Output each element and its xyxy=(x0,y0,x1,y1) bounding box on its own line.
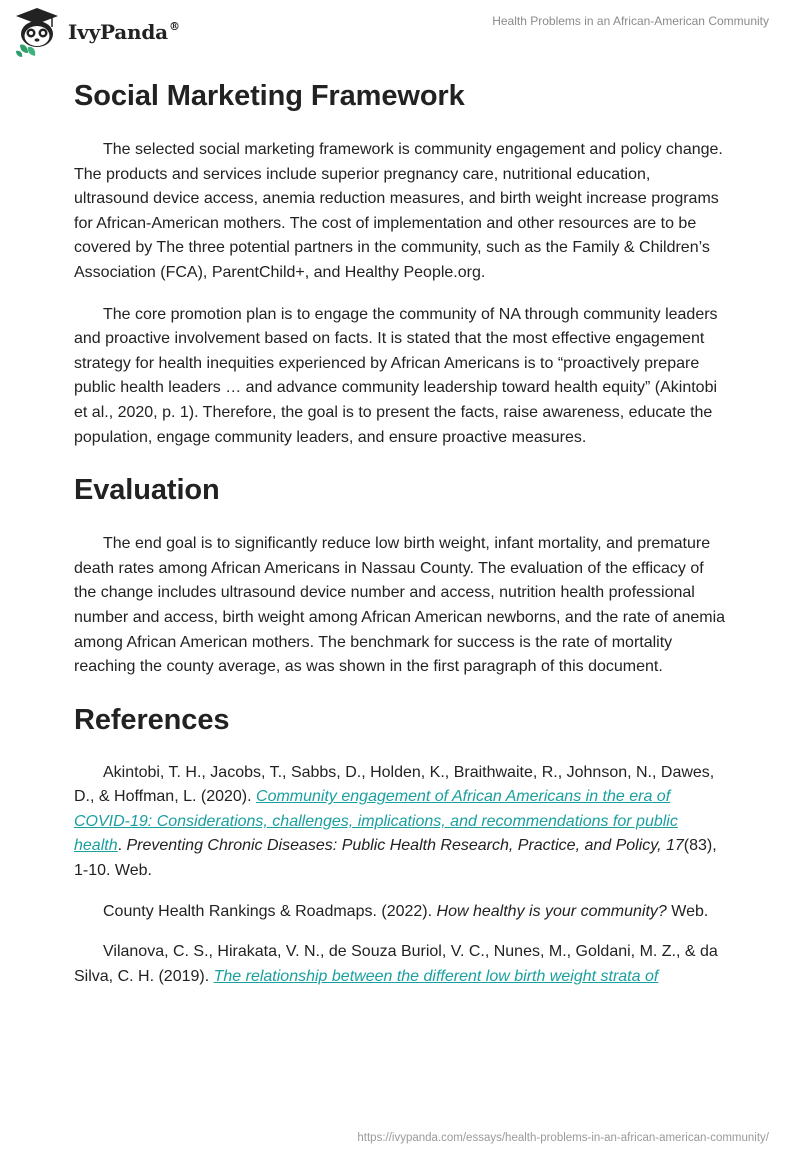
page-header xyxy=(0,0,800,64)
section-framework xyxy=(74,70,726,450)
section-heading: References xyxy=(74,703,230,736)
reference-item: Vilanova, C. S., Hirakata, V. N., de Souza Buriol, V. C., Nunes, M., Goldani, M. Z., & da Silva, C. H. (2019). The relationship between the different low birth weight strata of xyxy=(74,943,718,985)
ivypanda-logo[interactable] xyxy=(12,7,180,57)
paragraph: The core promotion plan is to engage the community of NA through community leaders and proactive involvement based on facts. It is stated that the most effective engagement strategy for health inequities experienced by African Americans is to “proactively prepare public health leaders … and advance community leadership toward health equity” (Akintobi et al., 2020, p. 1). Therefore, the goal is to present the facts, raise awareness, educate the population, engage community leaders, and ensure proactive measures. xyxy=(74,305,718,446)
panda-graduate-icon xyxy=(12,7,62,57)
section-heading: Evaluation xyxy=(74,474,220,507)
section-evaluation xyxy=(74,464,726,680)
reference-item: County Health Rankings & Roadmaps. (2022). How healthy is your community? Web. xyxy=(103,902,709,920)
reference-item: Akintobi, T. H., Jacobs, T., Sabbs, D., Holden, K., Braithwaite, R., Johnson, N., Dawes, D., & Hoffman, L. (2020). Community engagement of African Americans in the era of COVID-19: Considerations, challenges, implications, and recommendations for public health. Preventing Chronic Diseases: Public Health Research, Practice, and Policy, 17(83), 1-10. Web. xyxy=(74,763,717,880)
reference-link[interactable]: The relationship between the different low birth weight strata of xyxy=(213,967,659,985)
logo-wordmark: IvyPanda® xyxy=(68,20,180,44)
document-body xyxy=(74,66,726,989)
paragraph: The selected social marketing framework is community engagement and policy change. The products and services include superior pregnancy care, nutritional education, ultrasound device access, anemia reduction measures, and birth weight increase programs for African-American mothers. The cost of implementation and other resources are to be covered by The three potential partners in the community, such as the Family & Children’s Association (FCA), ParentChild+, and Healthy People.org. xyxy=(74,141,723,281)
source-url: https://ivypanda.com/essays/health-problems-in-an-african-american-community/ xyxy=(357,1132,769,1144)
running-title: Health Problems in an African-American Community xyxy=(492,14,769,28)
paragraph: The end goal is to significantly reduce low birth weight, infant mortality, and premature death rates among African Americans in Nassau County. The evaluation of the efficacy of the change includes ultrasound device number and access, nutrition health professional number and access, birth weight among African American newborns, and the rate of anemia among African American mothers. The benchmark for success is the rate of mortality reaching the county average, as was shown in the first paragraph of this document. xyxy=(74,535,726,676)
section-references xyxy=(74,694,726,990)
section-heading: Social Marketing Framework xyxy=(74,80,465,112)
reference-link[interactable]: Community engagement of African Americans in the era of COVID-19: Considerations, challenges, implications, and recommendations for public health xyxy=(74,788,678,855)
